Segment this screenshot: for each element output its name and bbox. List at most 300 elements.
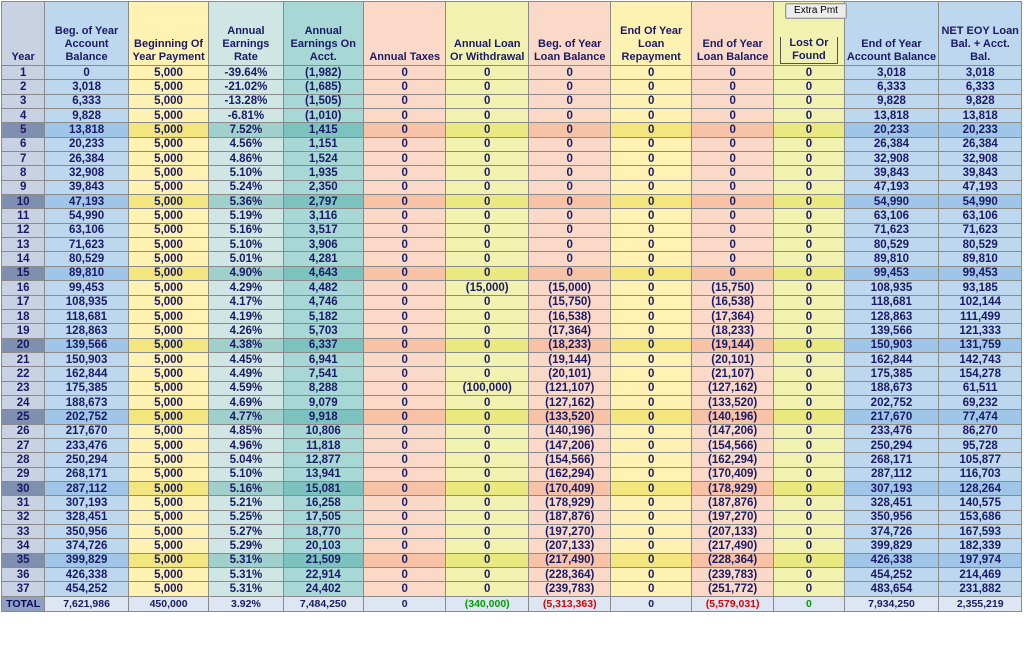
cell-earnings[interactable]: 8,288 — [283, 381, 363, 395]
cell-eoy-balance[interactable]: 54,990 — [844, 195, 939, 209]
row-year[interactable]: 29 — [2, 467, 45, 481]
cell-payment[interactable]: 5,000 — [128, 510, 208, 524]
cell-taxes[interactable]: 0 — [363, 266, 446, 280]
cell-net-eoy[interactable]: 3,018 — [939, 66, 1022, 80]
cell-payment[interactable]: 5,000 — [128, 80, 208, 94]
cell-earnings[interactable]: 5,703 — [283, 324, 363, 338]
cell-lost-found[interactable]: 0 — [774, 309, 844, 323]
cell-taxes[interactable]: 0 — [363, 467, 446, 481]
cell-end-loan-balance[interactable]: 0 — [691, 209, 774, 223]
cell-end-loan-balance[interactable]: (217,490) — [691, 539, 774, 553]
cell-loan-repayment[interactable]: 0 — [611, 438, 691, 452]
cell-earnings[interactable]: 2,797 — [283, 195, 363, 209]
cell-loan-withdrawal[interactable]: 0 — [446, 338, 529, 352]
cell-beg-loan-balance[interactable]: (16,538) — [528, 309, 611, 323]
cell-beg-loan-balance[interactable]: 0 — [528, 109, 611, 123]
cell-payment[interactable]: 5,000 — [128, 467, 208, 481]
cell-beg-loan-balance[interactable]: 0 — [528, 80, 611, 94]
cell-taxes[interactable]: 0 — [363, 481, 446, 495]
cell-loan-repayment[interactable]: 0 — [611, 238, 691, 252]
row-year[interactable]: 31 — [2, 496, 45, 510]
cell-earnings[interactable]: 13,941 — [283, 467, 363, 481]
cell-taxes[interactable]: 0 — [363, 180, 446, 194]
total-rate[interactable]: 3.92% — [209, 596, 283, 611]
total-lend[interactable]: (5,579,031) — [691, 596, 774, 611]
cell-earnings[interactable]: 9,918 — [283, 410, 363, 424]
cell-net-eoy[interactable]: 99,453 — [939, 266, 1022, 280]
cell-taxes[interactable]: 0 — [363, 525, 446, 539]
cell-lost-found[interactable]: 0 — [774, 582, 844, 596]
row-year[interactable]: 21 — [2, 352, 45, 366]
cell-earnings[interactable]: 2,350 — [283, 180, 363, 194]
cell-net-eoy[interactable]: 140,575 — [939, 496, 1022, 510]
cell-lost-found[interactable]: 0 — [774, 123, 844, 137]
cell-loan-repayment[interactable]: 0 — [611, 66, 691, 80]
cell-beg-balance[interactable]: 13,818 — [45, 123, 129, 137]
row-year[interactable]: 27 — [2, 438, 45, 452]
cell-eoy-balance[interactable]: 13,818 — [844, 109, 939, 123]
cell-earnings-rate[interactable]: 4.38% — [209, 338, 283, 352]
cell-eoy-balance[interactable]: 139,566 — [844, 324, 939, 338]
cell-earnings-rate[interactable]: 4.56% — [209, 137, 283, 151]
cell-end-loan-balance[interactable]: 0 — [691, 266, 774, 280]
cell-loan-repayment[interactable]: 0 — [611, 152, 691, 166]
cell-eoy-balance[interactable]: 9,828 — [844, 94, 939, 108]
cell-earnings-rate[interactable]: 4.26% — [209, 324, 283, 338]
cell-beg-loan-balance[interactable]: 0 — [528, 94, 611, 108]
cell-earnings[interactable]: 15,081 — [283, 481, 363, 495]
cell-loan-repayment[interactable]: 0 — [611, 324, 691, 338]
cell-earnings[interactable]: 17,505 — [283, 510, 363, 524]
cell-payment[interactable]: 5,000 — [128, 180, 208, 194]
cell-earnings[interactable]: 11,818 — [283, 438, 363, 452]
cell-loan-repayment[interactable]: 0 — [611, 395, 691, 409]
cell-end-loan-balance[interactable]: (17,364) — [691, 309, 774, 323]
cell-net-eoy[interactable]: 39,843 — [939, 166, 1022, 180]
cell-end-loan-balance[interactable]: (140,196) — [691, 410, 774, 424]
cell-payment[interactable]: 5,000 — [128, 381, 208, 395]
cell-payment[interactable]: 5,000 — [128, 367, 208, 381]
cell-beg-balance[interactable]: 454,252 — [45, 582, 129, 596]
header-loan-withdrawal[interactable]: Annual Loan Or Withdrawal — [446, 2, 529, 66]
cell-taxes[interactable]: 0 — [363, 80, 446, 94]
cell-beg-balance[interactable]: 63,106 — [45, 223, 129, 237]
row-year[interactable]: 33 — [2, 525, 45, 539]
cell-beg-loan-balance[interactable]: (154,566) — [528, 453, 611, 467]
cell-earnings-rate[interactable]: 5.25% — [209, 510, 283, 524]
cell-eoy-balance[interactable]: 3,018 — [844, 66, 939, 80]
cell-loan-withdrawal[interactable]: 0 — [446, 438, 529, 452]
cell-beg-balance[interactable]: 139,566 — [45, 338, 129, 352]
cell-loan-withdrawal[interactable]: 0 — [446, 352, 529, 366]
cell-taxes[interactable]: 0 — [363, 324, 446, 338]
cell-end-loan-balance[interactable]: (178,929) — [691, 481, 774, 495]
cell-loan-withdrawal[interactable]: 0 — [446, 410, 529, 424]
cell-end-loan-balance[interactable]: (133,520) — [691, 395, 774, 409]
row-year[interactable]: 9 — [2, 180, 45, 194]
cell-beg-loan-balance[interactable]: (15,750) — [528, 295, 611, 309]
cell-net-eoy[interactable]: 80,529 — [939, 238, 1022, 252]
cell-beg-balance[interactable]: 3,018 — [45, 80, 129, 94]
cell-earnings-rate[interactable]: 7.52% — [209, 123, 283, 137]
cell-taxes[interactable]: 0 — [363, 510, 446, 524]
cell-loan-withdrawal[interactable]: 0 — [446, 94, 529, 108]
cell-eoy-balance[interactable]: 217,670 — [844, 410, 939, 424]
cell-earnings[interactable]: 20,103 — [283, 539, 363, 553]
cell-taxes[interactable]: 0 — [363, 582, 446, 596]
cell-payment[interactable]: 5,000 — [128, 395, 208, 409]
cell-lost-found[interactable]: 0 — [774, 266, 844, 280]
cell-beg-balance[interactable]: 9,828 — [45, 109, 129, 123]
cell-loan-repayment[interactable]: 0 — [611, 410, 691, 424]
cell-earnings[interactable]: 3,517 — [283, 223, 363, 237]
cell-beg-balance[interactable]: 328,451 — [45, 510, 129, 524]
cell-beg-balance[interactable]: 108,935 — [45, 295, 129, 309]
cell-loan-withdrawal[interactable]: 0 — [446, 525, 529, 539]
cell-beg-balance[interactable]: 350,956 — [45, 525, 129, 539]
cell-earnings-rate[interactable]: 4.17% — [209, 295, 283, 309]
cell-eoy-balance[interactable]: 32,908 — [844, 152, 939, 166]
cell-net-eoy[interactable]: 102,144 — [939, 295, 1022, 309]
header-beg-loan-balance[interactable]: Beg. of Year Loan Balance — [528, 2, 611, 66]
cell-end-loan-balance[interactable]: (18,233) — [691, 324, 774, 338]
cell-earnings-rate[interactable]: 5.10% — [209, 467, 283, 481]
cell-earnings-rate[interactable]: 5.16% — [209, 481, 283, 495]
cell-earnings-rate[interactable]: 5.10% — [209, 238, 283, 252]
cell-loan-repayment[interactable]: 0 — [611, 539, 691, 553]
cell-beg-balance[interactable]: 233,476 — [45, 438, 129, 452]
cell-earnings[interactable]: 9,079 — [283, 395, 363, 409]
cell-beg-loan-balance[interactable]: (15,000) — [528, 281, 611, 295]
cell-eoy-balance[interactable]: 150,903 — [844, 338, 939, 352]
cell-earnings[interactable]: 1,524 — [283, 152, 363, 166]
cell-loan-withdrawal[interactable]: 0 — [446, 539, 529, 553]
cell-loan-withdrawal[interactable]: 0 — [446, 80, 529, 94]
cell-beg-balance[interactable]: 118,681 — [45, 309, 129, 323]
row-year[interactable]: 5 — [2, 123, 45, 137]
cell-taxes[interactable]: 0 — [363, 223, 446, 237]
cell-taxes[interactable]: 0 — [363, 123, 446, 137]
total-rep[interactable]: 0 — [611, 596, 691, 611]
cell-loan-repayment[interactable]: 0 — [611, 582, 691, 596]
cell-lost-found[interactable]: 0 — [774, 467, 844, 481]
cell-beg-loan-balance[interactable]: 0 — [528, 209, 611, 223]
cell-net-eoy[interactable]: 131,759 — [939, 338, 1022, 352]
row-year[interactable]: 23 — [2, 381, 45, 395]
row-year[interactable]: 36 — [2, 568, 45, 582]
cell-beg-balance[interactable]: 202,752 — [45, 410, 129, 424]
cell-net-eoy[interactable]: 32,908 — [939, 152, 1022, 166]
cell-beg-loan-balance[interactable]: (207,133) — [528, 539, 611, 553]
cell-net-eoy[interactable]: 63,106 — [939, 209, 1022, 223]
cell-loan-repayment[interactable]: 0 — [611, 510, 691, 524]
cell-beg-balance[interactable]: 80,529 — [45, 252, 129, 266]
cell-earnings-rate[interactable]: 5.01% — [209, 252, 283, 266]
cell-loan-withdrawal[interactable]: 0 — [446, 109, 529, 123]
row-year[interactable]: 4 — [2, 109, 45, 123]
cell-beg-balance[interactable]: 32,908 — [45, 166, 129, 180]
cell-net-eoy[interactable]: 197,974 — [939, 553, 1022, 567]
cell-earnings[interactable]: 6,337 — [283, 338, 363, 352]
cell-payment[interactable]: 5,000 — [128, 252, 208, 266]
cell-end-loan-balance[interactable]: 0 — [691, 94, 774, 108]
cell-beg-balance[interactable]: 128,863 — [45, 324, 129, 338]
cell-loan-repayment[interactable]: 0 — [611, 352, 691, 366]
cell-earnings-rate[interactable]: 4.77% — [209, 410, 283, 424]
cell-net-eoy[interactable]: 47,193 — [939, 180, 1022, 194]
cell-beg-loan-balance[interactable]: (178,929) — [528, 496, 611, 510]
cell-lost-found[interactable]: 0 — [774, 338, 844, 352]
cell-earnings[interactable]: 4,643 — [283, 266, 363, 280]
cell-eoy-balance[interactable]: 108,935 — [844, 281, 939, 295]
row-year[interactable]: 35 — [2, 553, 45, 567]
header-payment[interactable]: Beginning Of Year Payment — [128, 2, 208, 66]
cell-beg-loan-balance[interactable]: (170,409) — [528, 481, 611, 495]
cell-taxes[interactable]: 0 — [363, 438, 446, 452]
cell-beg-balance[interactable]: 6,333 — [45, 94, 129, 108]
cell-earnings-rate[interactable]: 5.21% — [209, 496, 283, 510]
cell-loan-withdrawal[interactable]: 0 — [446, 66, 529, 80]
cell-earnings[interactable]: 18,770 — [283, 525, 363, 539]
cell-earnings[interactable]: (1,505) — [283, 94, 363, 108]
cell-loan-withdrawal[interactable]: 0 — [446, 266, 529, 280]
cell-loan-repayment[interactable]: 0 — [611, 424, 691, 438]
cell-loan-withdrawal[interactable]: 0 — [446, 209, 529, 223]
cell-lost-found[interactable]: 0 — [774, 252, 844, 266]
cell-earnings-rate[interactable]: -21.02% — [209, 80, 283, 94]
cell-taxes[interactable]: 0 — [363, 453, 446, 467]
cell-lost-found[interactable]: 0 — [774, 510, 844, 524]
cell-lost-found[interactable]: 0 — [774, 496, 844, 510]
cell-lost-found[interactable]: 0 — [774, 209, 844, 223]
cell-beg-loan-balance[interactable]: 0 — [528, 66, 611, 80]
cell-loan-withdrawal[interactable]: 0 — [446, 467, 529, 481]
cell-lost-found[interactable]: 0 — [774, 80, 844, 94]
cell-earnings[interactable]: 21,509 — [283, 553, 363, 567]
cell-loan-repayment[interactable]: 0 — [611, 553, 691, 567]
row-year[interactable]: 18 — [2, 309, 45, 323]
cell-earnings-rate[interactable]: 5.31% — [209, 582, 283, 596]
cell-taxes[interactable]: 0 — [363, 352, 446, 366]
row-year[interactable]: 25 — [2, 410, 45, 424]
cell-lost-found[interactable]: 0 — [774, 453, 844, 467]
cell-beg-loan-balance[interactable]: 0 — [528, 152, 611, 166]
cell-eoy-balance[interactable]: 6,333 — [844, 80, 939, 94]
cell-beg-balance[interactable]: 89,810 — [45, 266, 129, 280]
cell-beg-balance[interactable]: 426,338 — [45, 568, 129, 582]
extra-pmt-button[interactable]: Extra Pmt — [785, 3, 847, 19]
cell-lost-found[interactable]: 0 — [774, 152, 844, 166]
cell-eoy-balance[interactable]: 118,681 — [844, 295, 939, 309]
cell-beg-loan-balance[interactable]: 0 — [528, 266, 611, 280]
cell-beg-balance[interactable]: 162,844 — [45, 367, 129, 381]
cell-beg-balance[interactable]: 188,673 — [45, 395, 129, 409]
cell-lost-found[interactable]: 0 — [774, 395, 844, 409]
cell-loan-withdrawal[interactable]: 0 — [446, 137, 529, 151]
cell-earnings-rate[interactable]: 5.24% — [209, 180, 283, 194]
cell-payment[interactable]: 5,000 — [128, 582, 208, 596]
cell-earnings[interactable]: 3,116 — [283, 209, 363, 223]
cell-loan-repayment[interactable]: 0 — [611, 252, 691, 266]
cell-loan-repayment[interactable]: 0 — [611, 309, 691, 323]
cell-loan-repayment[interactable]: 0 — [611, 109, 691, 123]
cell-earnings-rate[interactable]: 5.31% — [209, 553, 283, 567]
cell-lost-found[interactable]: 0 — [774, 324, 844, 338]
cell-net-eoy[interactable]: 26,384 — [939, 137, 1022, 151]
cell-net-eoy[interactable]: 116,703 — [939, 467, 1022, 481]
cell-net-eoy[interactable]: 9,828 — [939, 94, 1022, 108]
cell-taxes[interactable]: 0 — [363, 166, 446, 180]
total-earn[interactable]: 7,484,250 — [283, 596, 363, 611]
cell-beg-loan-balance[interactable]: (217,490) — [528, 553, 611, 567]
row-year[interactable]: 1 — [2, 66, 45, 80]
cell-beg-loan-balance[interactable]: (187,876) — [528, 510, 611, 524]
cell-earnings-rate[interactable]: 4.86% — [209, 152, 283, 166]
cell-net-eoy[interactable]: 20,233 — [939, 123, 1022, 137]
header-earnings-rate[interactable]: Annual Earnings Rate — [209, 2, 283, 66]
cell-earnings-rate[interactable]: 5.04% — [209, 453, 283, 467]
cell-loan-repayment[interactable]: 0 — [611, 137, 691, 151]
cell-taxes[interactable]: 0 — [363, 553, 446, 567]
cell-payment[interactable]: 5,000 — [128, 410, 208, 424]
cell-net-eoy[interactable]: 89,810 — [939, 252, 1022, 266]
cell-net-eoy[interactable]: 214,469 — [939, 568, 1022, 582]
total-beg[interactable]: 7,621,986 — [45, 596, 129, 611]
cell-beg-loan-balance[interactable]: (228,364) — [528, 568, 611, 582]
cell-payment[interactable]: 5,000 — [128, 338, 208, 352]
cell-loan-repayment[interactable]: 0 — [611, 209, 691, 223]
cell-eoy-balance[interactable]: 454,252 — [844, 568, 939, 582]
cell-payment[interactable]: 5,000 — [128, 438, 208, 452]
total-eoy[interactable]: 7,934,250 — [844, 596, 939, 611]
cell-beg-loan-balance[interactable]: 0 — [528, 252, 611, 266]
cell-loan-withdrawal[interactable]: 0 — [446, 553, 529, 567]
cell-net-eoy[interactable]: 77,474 — [939, 410, 1022, 424]
cell-loan-repayment[interactable]: 0 — [611, 281, 691, 295]
cell-beg-balance[interactable]: 217,670 — [45, 424, 129, 438]
cell-beg-balance[interactable]: 268,171 — [45, 467, 129, 481]
cell-net-eoy[interactable]: 13,818 — [939, 109, 1022, 123]
cell-net-eoy[interactable]: 93,185 — [939, 281, 1022, 295]
cell-earnings[interactable]: 22,914 — [283, 568, 363, 582]
total-net[interactable]: 2,355,219 — [939, 596, 1022, 611]
cell-end-loan-balance[interactable]: (127,162) — [691, 381, 774, 395]
cell-taxes[interactable]: 0 — [363, 424, 446, 438]
cell-beg-balance[interactable]: 307,193 — [45, 496, 129, 510]
cell-payment[interactable]: 5,000 — [128, 137, 208, 151]
cell-taxes[interactable]: 0 — [363, 195, 446, 209]
cell-taxes[interactable]: 0 — [363, 137, 446, 151]
cell-loan-repayment[interactable]: 0 — [611, 266, 691, 280]
row-year[interactable]: 34 — [2, 539, 45, 553]
cell-eoy-balance[interactable]: 89,810 — [844, 252, 939, 266]
cell-taxes[interactable]: 0 — [363, 395, 446, 409]
cell-taxes[interactable]: 0 — [363, 209, 446, 223]
cell-payment[interactable]: 5,000 — [128, 553, 208, 567]
cell-eoy-balance[interactable]: 26,384 — [844, 137, 939, 151]
cell-beg-loan-balance[interactable]: (133,520) — [528, 410, 611, 424]
cell-lost-found[interactable]: 0 — [774, 553, 844, 567]
cell-net-eoy[interactable]: 167,593 — [939, 525, 1022, 539]
cell-loan-withdrawal[interactable]: 0 — [446, 395, 529, 409]
total-label[interactable]: TOTAL — [2, 596, 45, 611]
cell-beg-loan-balance[interactable]: 0 — [528, 166, 611, 180]
cell-loan-withdrawal[interactable]: 0 — [446, 424, 529, 438]
cell-beg-balance[interactable]: 39,843 — [45, 180, 129, 194]
cell-payment[interactable]: 5,000 — [128, 324, 208, 338]
cell-eoy-balance[interactable]: 426,338 — [844, 553, 939, 567]
cell-beg-loan-balance[interactable]: (19,144) — [528, 352, 611, 366]
cell-end-loan-balance[interactable]: (147,206) — [691, 424, 774, 438]
cell-earnings-rate[interactable]: 5.16% — [209, 223, 283, 237]
cell-end-loan-balance[interactable]: (251,772) — [691, 582, 774, 596]
cell-net-eoy[interactable]: 86,270 — [939, 424, 1022, 438]
cell-beg-balance[interactable]: 374,726 — [45, 539, 129, 553]
cell-end-loan-balance[interactable]: (187,876) — [691, 496, 774, 510]
cell-net-eoy[interactable]: 231,882 — [939, 582, 1022, 596]
cell-eoy-balance[interactable]: 350,956 — [844, 510, 939, 524]
cell-end-loan-balance[interactable]: (154,566) — [691, 438, 774, 452]
cell-end-loan-balance[interactable]: (228,364) — [691, 553, 774, 567]
cell-end-loan-balance[interactable]: 0 — [691, 109, 774, 123]
cell-beg-balance[interactable]: 54,990 — [45, 209, 129, 223]
cell-end-loan-balance[interactable]: (19,144) — [691, 338, 774, 352]
cell-eoy-balance[interactable]: 399,829 — [844, 539, 939, 553]
cell-loan-repayment[interactable]: 0 — [611, 496, 691, 510]
cell-net-eoy[interactable]: 105,877 — [939, 453, 1022, 467]
cell-earnings[interactable]: (1,010) — [283, 109, 363, 123]
cell-loan-withdrawal[interactable]: 0 — [446, 152, 529, 166]
cell-end-loan-balance[interactable]: (170,409) — [691, 467, 774, 481]
cell-loan-repayment[interactable]: 0 — [611, 338, 691, 352]
cell-beg-loan-balance[interactable]: (20,101) — [528, 367, 611, 381]
total-pmt[interactable]: 450,000 — [128, 596, 208, 611]
cell-earnings[interactable]: 1,151 — [283, 137, 363, 151]
cell-taxes[interactable]: 0 — [363, 66, 446, 80]
cell-beg-balance[interactable]: 250,294 — [45, 453, 129, 467]
cell-earnings-rate[interactable]: 4.59% — [209, 381, 283, 395]
cell-taxes[interactable]: 0 — [363, 94, 446, 108]
row-year[interactable]: 11 — [2, 209, 45, 223]
cell-earnings-rate[interactable]: -39.64% — [209, 66, 283, 80]
cell-beg-balance[interactable]: 0 — [45, 66, 129, 80]
cell-lost-found[interactable]: 0 — [774, 166, 844, 180]
row-year[interactable]: 30 — [2, 481, 45, 495]
cell-net-eoy[interactable]: 121,333 — [939, 324, 1022, 338]
cell-loan-repayment[interactable]: 0 — [611, 195, 691, 209]
cell-taxes[interactable]: 0 — [363, 238, 446, 252]
cell-eoy-balance[interactable]: 307,193 — [844, 481, 939, 495]
cell-beg-loan-balance[interactable]: 0 — [528, 137, 611, 151]
header-end-loan-balance[interactable]: End of Year Loan Balance — [691, 2, 774, 66]
cell-lost-found[interactable]: 0 — [774, 180, 844, 194]
cell-eoy-balance[interactable]: 63,106 — [844, 209, 939, 223]
header-beg-balance[interactable]: Beg. of Year Account Balance — [45, 2, 129, 66]
cell-beg-loan-balance[interactable]: (140,196) — [528, 424, 611, 438]
cell-lost-found[interactable]: 0 — [774, 66, 844, 80]
cell-payment[interactable]: 5,000 — [128, 539, 208, 553]
cell-earnings-rate[interactable]: 4.19% — [209, 309, 283, 323]
cell-earnings-rate[interactable]: 5.10% — [209, 166, 283, 180]
cell-beg-loan-balance[interactable]: 0 — [528, 180, 611, 194]
cell-lost-found[interactable]: 0 — [774, 568, 844, 582]
cell-beg-balance[interactable]: 47,193 — [45, 195, 129, 209]
cell-end-loan-balance[interactable]: (207,133) — [691, 525, 774, 539]
cell-eoy-balance[interactable]: 20,233 — [844, 123, 939, 137]
cell-loan-repayment[interactable]: 0 — [611, 481, 691, 495]
cell-earnings[interactable]: 12,877 — [283, 453, 363, 467]
cell-earnings-rate[interactable]: 5.27% — [209, 525, 283, 539]
